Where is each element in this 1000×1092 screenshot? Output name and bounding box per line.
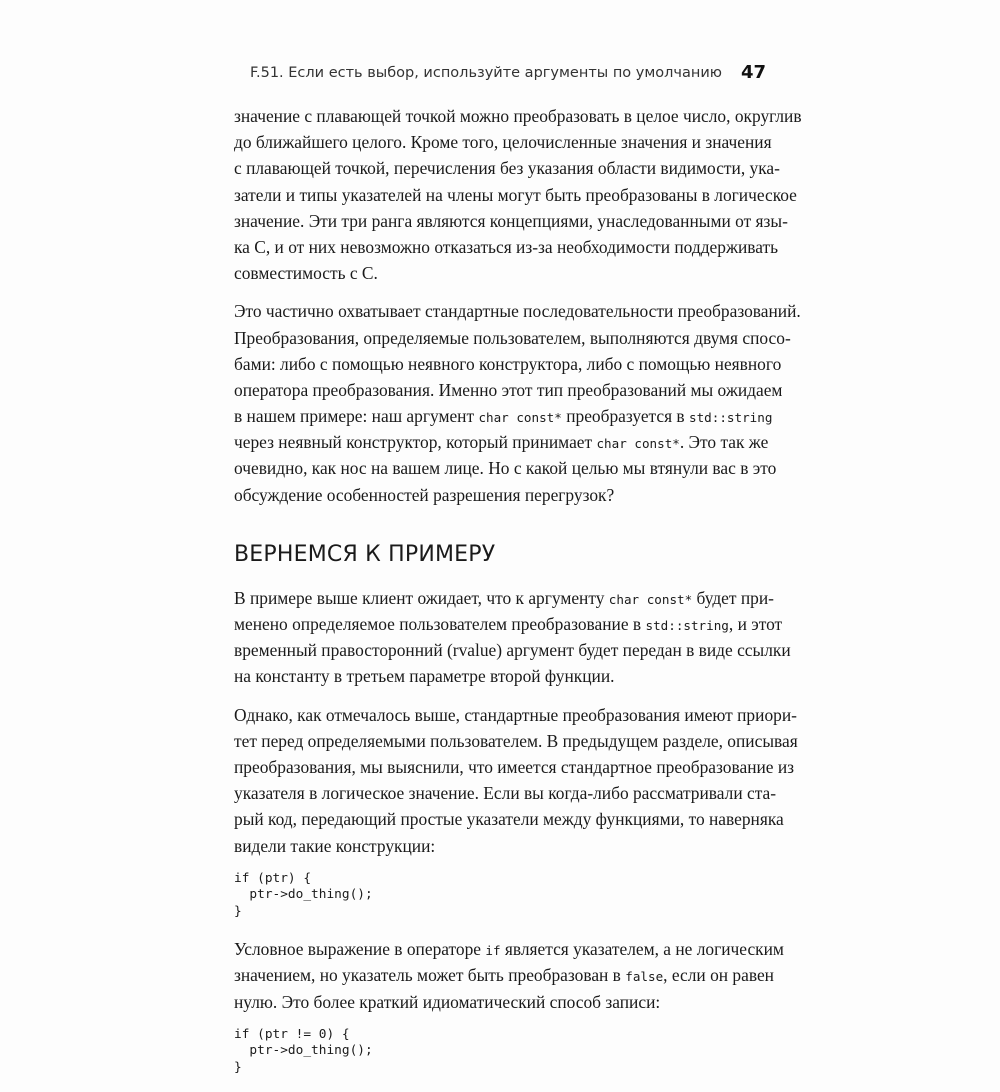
text-line: значение. Эти три ранга являются концепциями, унаследованными от язы- (234, 210, 788, 231)
code-line: if (ptr != 0) { (234, 1026, 350, 1042)
text-fragment: значением, но указатель может быть преобразован в (234, 965, 626, 986)
text-line: нулю. Это более краткий идиоматический способ записи: (234, 991, 661, 1012)
code-line: } (234, 1059, 242, 1075)
section-heading: ВЕРНЕМСЯ К ПРИМЕРУ (234, 541, 496, 567)
text-fragment: . Это так же (679, 432, 769, 453)
text-line: бами: либо с помощью неявного конструктора, либо с помощью неявного (234, 353, 782, 374)
text-fragment: в нашем примере: наш аргумент (234, 406, 479, 427)
text-line: значение с плавающей точкой можно преобразовать в целое число, округлив (234, 106, 802, 126)
inline-code: std::string (689, 410, 773, 426)
text-line: на константу в третьем параметре второй функции. (234, 666, 615, 687)
code-block-1 (234, 871, 767, 921)
text-line: видели такие конструкции: (234, 835, 436, 856)
code-line: ptr->do_thing(); (234, 887, 373, 903)
paragraph-5 (234, 936, 784, 1015)
text-fragment: Условное выражение в операторе (234, 939, 486, 960)
running-header-title: F.51. Если есть выбор, используйте аргументы по умолчанию (249, 65, 722, 81)
text-line: преобразования, мы выяснили, что имеется стандартное преобразование из (234, 756, 795, 777)
running-header (249, 62, 766, 86)
paragraph-1 (234, 103, 802, 286)
text-line-with-code (234, 936, 784, 962)
code-line: } (234, 903, 242, 919)
text-line: оператора преобразования. Именно этот тип преобразований мы ожидаем (234, 379, 783, 400)
text-line: очевидно, как нос на вашем лице. Но с какой целью мы втянули вас в это (234, 458, 777, 479)
text-fragment: В примере выше клиент ожидает, что к аргументу (234, 587, 609, 608)
text-fragment: является указателем, а не логическим (500, 939, 784, 960)
paragraph-4 (234, 702, 798, 859)
text-line: затели и типы указателей на члены могут быть преобразованы в логическое (234, 184, 797, 205)
text-fragment: преобразуется в (561, 406, 689, 427)
text-line: Однако, как отмечалось выше, стандартные преобразования имеют приори- (234, 704, 797, 725)
page-number: 47 (740, 62, 766, 83)
code-block-2 (234, 1027, 767, 1077)
text-line: Это частично охватывает стандартные последовательности преобразований. (234, 301, 801, 322)
text-line: обсуждение особенностей разрешения перегрузок? (234, 484, 615, 505)
text-line-with-code (234, 403, 773, 429)
text-line: до ближайшего целого. Кроме того, целочисленные значения и значения (234, 132, 772, 153)
text-line: рый код, передающий простые указатели между функциями, то наверняка (234, 809, 784, 830)
paragraph-2 (234, 298, 801, 508)
inline-code: std::string (645, 618, 729, 633)
text-line-with-code (234, 429, 767, 455)
text-line: с плавающей точкой, перечисления без указания области видимости, ука- (234, 158, 780, 179)
inline-code: if (485, 943, 501, 959)
code-line: ptr->do_thing(); (234, 1043, 373, 1059)
inline-code: char const* (608, 591, 693, 607)
page-body (234, 103, 802, 1092)
text-line: указателя в логическое значение. Если вы когда-либо рассматривали ста- (234, 783, 777, 804)
text-fragment: , если он равен (663, 965, 774, 986)
text-line-with-code (234, 962, 774, 988)
text-fragment: , и этот (728, 614, 783, 634)
text-line: Преобразования, определяемые пользователем, выполняются двумя спосо- (234, 327, 791, 348)
inline-code: char const* (596, 436, 680, 452)
text-fragment: будет при- (692, 587, 774, 608)
text-line: временный правосторонний (rvalue) аргумент будет передан в виде ссылки (234, 640, 791, 661)
paragraph-3 (234, 585, 791, 690)
text-line: тет перед определяемыми пользователем. В предыдущем разделе, описывая (234, 730, 798, 751)
text-fragment: менено определяемое пользователем преобразование в (234, 614, 646, 634)
text-line: совместимость с С. (234, 263, 378, 284)
inline-code: false (625, 969, 664, 985)
text-fragment: через неявный конструктор, который принимает (234, 432, 597, 453)
text-line: ка С, и от них невозможно отказаться из-за необходимости поддерживать (234, 236, 779, 257)
inline-code: char const* (478, 410, 562, 426)
text-line-with-code (234, 611, 783, 637)
text-line-with-code (234, 585, 774, 611)
code-line: if (ptr) { (234, 870, 312, 886)
